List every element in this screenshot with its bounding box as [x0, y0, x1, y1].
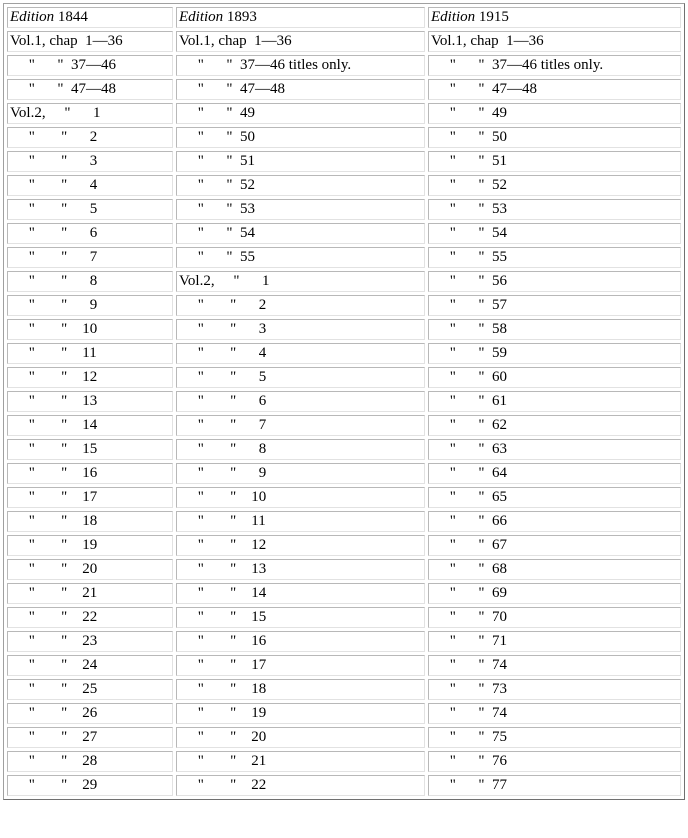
table-cell: " " 74	[428, 655, 681, 676]
table-row	[7, 199, 681, 220]
table-cell: " " 65	[428, 487, 681, 508]
table-cell: " " 77	[428, 775, 681, 796]
table-cell: " " 18	[176, 679, 425, 700]
table-cell: Vol.1, chap 1—36	[428, 31, 681, 52]
table-cell: " " 55	[428, 247, 681, 268]
table-cell: " " 16	[176, 631, 425, 652]
table-cell: " " 7	[7, 247, 173, 268]
table-row	[7, 175, 681, 196]
table-cell: " " 22	[7, 607, 173, 628]
table-row	[7, 79, 681, 100]
table-row	[7, 583, 681, 604]
table-cell: " " 8	[176, 439, 425, 460]
table-cell: " " 51	[428, 151, 681, 172]
table-row	[7, 751, 681, 772]
table-cell: " " 20	[176, 727, 425, 748]
table-row	[7, 655, 681, 676]
edition-word: Edition	[431, 9, 476, 25]
table-row	[7, 463, 681, 484]
table-row	[7, 103, 681, 124]
table-cell: " " 57	[428, 295, 681, 316]
table-cell: " " 59	[428, 343, 681, 364]
table-row	[7, 727, 681, 748]
table-cell: " " 69	[428, 583, 681, 604]
table-cell: " " 70	[428, 607, 681, 628]
table-cell: " " 12	[7, 367, 173, 388]
table-cell: " " 9	[7, 295, 173, 316]
table-cell: " " 13	[176, 559, 425, 580]
table-cell: Vol.1, chap 1—36	[176, 31, 425, 52]
table-cell: " " 8	[7, 271, 173, 292]
table-cell: " " 17	[7, 487, 173, 508]
editions-comparison-table	[3, 3, 685, 800]
table-row	[7, 391, 681, 412]
table-cell: " " 53	[176, 199, 425, 220]
table-cell: " " 14	[7, 415, 173, 436]
table-cell: " " 54	[428, 223, 681, 244]
edition-word: Edition	[179, 9, 224, 25]
table-row	[7, 151, 681, 172]
table-cell: " " 22	[176, 775, 425, 796]
edition-year: 1915	[478, 9, 509, 25]
table-row	[7, 535, 681, 556]
table-cell: " " 51	[176, 151, 425, 172]
table-cell: " " 62	[428, 415, 681, 436]
table-cell: " " 47—48	[428, 79, 681, 100]
table-row	[7, 415, 681, 436]
table-cell: " " 53	[428, 199, 681, 220]
table-cell: " " 12	[176, 535, 425, 556]
table-row	[7, 511, 681, 532]
table-cell: " " 7	[176, 415, 425, 436]
table-cell: " " 75	[428, 727, 681, 748]
table-cell: " " 11	[176, 511, 425, 532]
table-cell: " " 15	[7, 439, 173, 460]
table-cell: " " 73	[428, 679, 681, 700]
table-cell: " " 66	[428, 511, 681, 532]
table-cell: " " 64	[428, 463, 681, 484]
table-row	[7, 271, 681, 292]
table-cell: " " 63	[428, 439, 681, 460]
table-cell: " " 9	[176, 463, 425, 484]
table-cell: " " 29	[7, 775, 173, 796]
header-cell-edition-3	[428, 7, 681, 28]
table-row	[7, 55, 681, 76]
table-cell: " " 74	[428, 703, 681, 724]
table-cell: " " 2	[176, 295, 425, 316]
table-cell: " " 19	[7, 535, 173, 556]
table-cell: " " 10	[176, 487, 425, 508]
table-row	[7, 703, 681, 724]
table-cell: " " 76	[428, 751, 681, 772]
table-row	[7, 343, 681, 364]
table-cell: " " 52	[428, 175, 681, 196]
edition-word: Edition	[10, 9, 55, 25]
table-cell: " " 6	[7, 223, 173, 244]
table-row	[7, 559, 681, 580]
table-row	[7, 127, 681, 148]
table-cell: " " 28	[7, 751, 173, 772]
table-cell: " " 16	[7, 463, 173, 484]
table-cell: " " 37—46	[7, 55, 173, 76]
header-cell-edition-1	[7, 7, 173, 28]
table-cell: " " 14	[176, 583, 425, 604]
table-cell: " " 54	[176, 223, 425, 244]
table-cell: " " 26	[7, 703, 173, 724]
table-cell: " " 15	[176, 607, 425, 628]
table-cell: " " 18	[7, 511, 173, 532]
table-cell: " " 58	[428, 319, 681, 340]
table-cell: " " 13	[7, 391, 173, 412]
table-cell: " " 49	[176, 103, 425, 124]
table-cell: " " 47—48	[7, 79, 173, 100]
table-cell: " " 37—46 titles only.	[428, 55, 681, 76]
table-row	[7, 367, 681, 388]
table-cell: " " 24	[7, 655, 173, 676]
table-cell: " " 3	[176, 319, 425, 340]
table-row	[7, 295, 681, 316]
table-cell: " " 11	[7, 343, 173, 364]
table-cell: " " 49	[428, 103, 681, 124]
table-cell: " " 20	[7, 559, 173, 580]
table-row	[7, 223, 681, 244]
table-cell: " " 37—46 titles only.	[176, 55, 425, 76]
table-cell: " " 5	[7, 199, 173, 220]
table-cell: " " 4	[7, 175, 173, 196]
table-cell: " " 21	[176, 751, 425, 772]
table-cell: " " 55	[176, 247, 425, 268]
table-row	[7, 319, 681, 340]
table-row	[7, 631, 681, 652]
header-row	[7, 7, 681, 28]
table-cell: Vol.1, chap 1—36	[7, 31, 173, 52]
table-cell: " " 4	[176, 343, 425, 364]
table-cell: " " 56	[428, 271, 681, 292]
table-cell: " " 61	[428, 391, 681, 412]
table-row	[7, 487, 681, 508]
table-cell: " " 47—48	[176, 79, 425, 100]
edition-year: 1893	[226, 9, 257, 25]
table-cell: " " 52	[176, 175, 425, 196]
table-cell: Vol.2, " 1	[7, 103, 173, 124]
table-cell: " " 60	[428, 367, 681, 388]
table-cell: Vol.2, " 1	[176, 271, 425, 292]
table-cell: " " 68	[428, 559, 681, 580]
table-cell: " " 10	[7, 319, 173, 340]
header-cell-edition-2	[176, 7, 425, 28]
table-cell: " " 6	[176, 391, 425, 412]
table-cell: " " 25	[7, 679, 173, 700]
table-cell: " " 3	[7, 151, 173, 172]
table-body	[7, 7, 681, 796]
table-cell: " " 19	[176, 703, 425, 724]
table-cell: " " 50	[176, 127, 425, 148]
table-cell: " " 21	[7, 583, 173, 604]
table-cell: " " 27	[7, 727, 173, 748]
table-cell: " " 71	[428, 631, 681, 652]
table-cell: " " 17	[176, 655, 425, 676]
table-row	[7, 775, 681, 796]
table-row	[7, 607, 681, 628]
table-cell: " " 2	[7, 127, 173, 148]
table-row	[7, 439, 681, 460]
table-cell: " " 67	[428, 535, 681, 556]
table-row	[7, 31, 681, 52]
table-cell: " " 5	[176, 367, 425, 388]
edition-year: 1844	[57, 9, 88, 25]
table-cell: " " 50	[428, 127, 681, 148]
table-row	[7, 247, 681, 268]
table-cell: " " 23	[7, 631, 173, 652]
table-row	[7, 679, 681, 700]
